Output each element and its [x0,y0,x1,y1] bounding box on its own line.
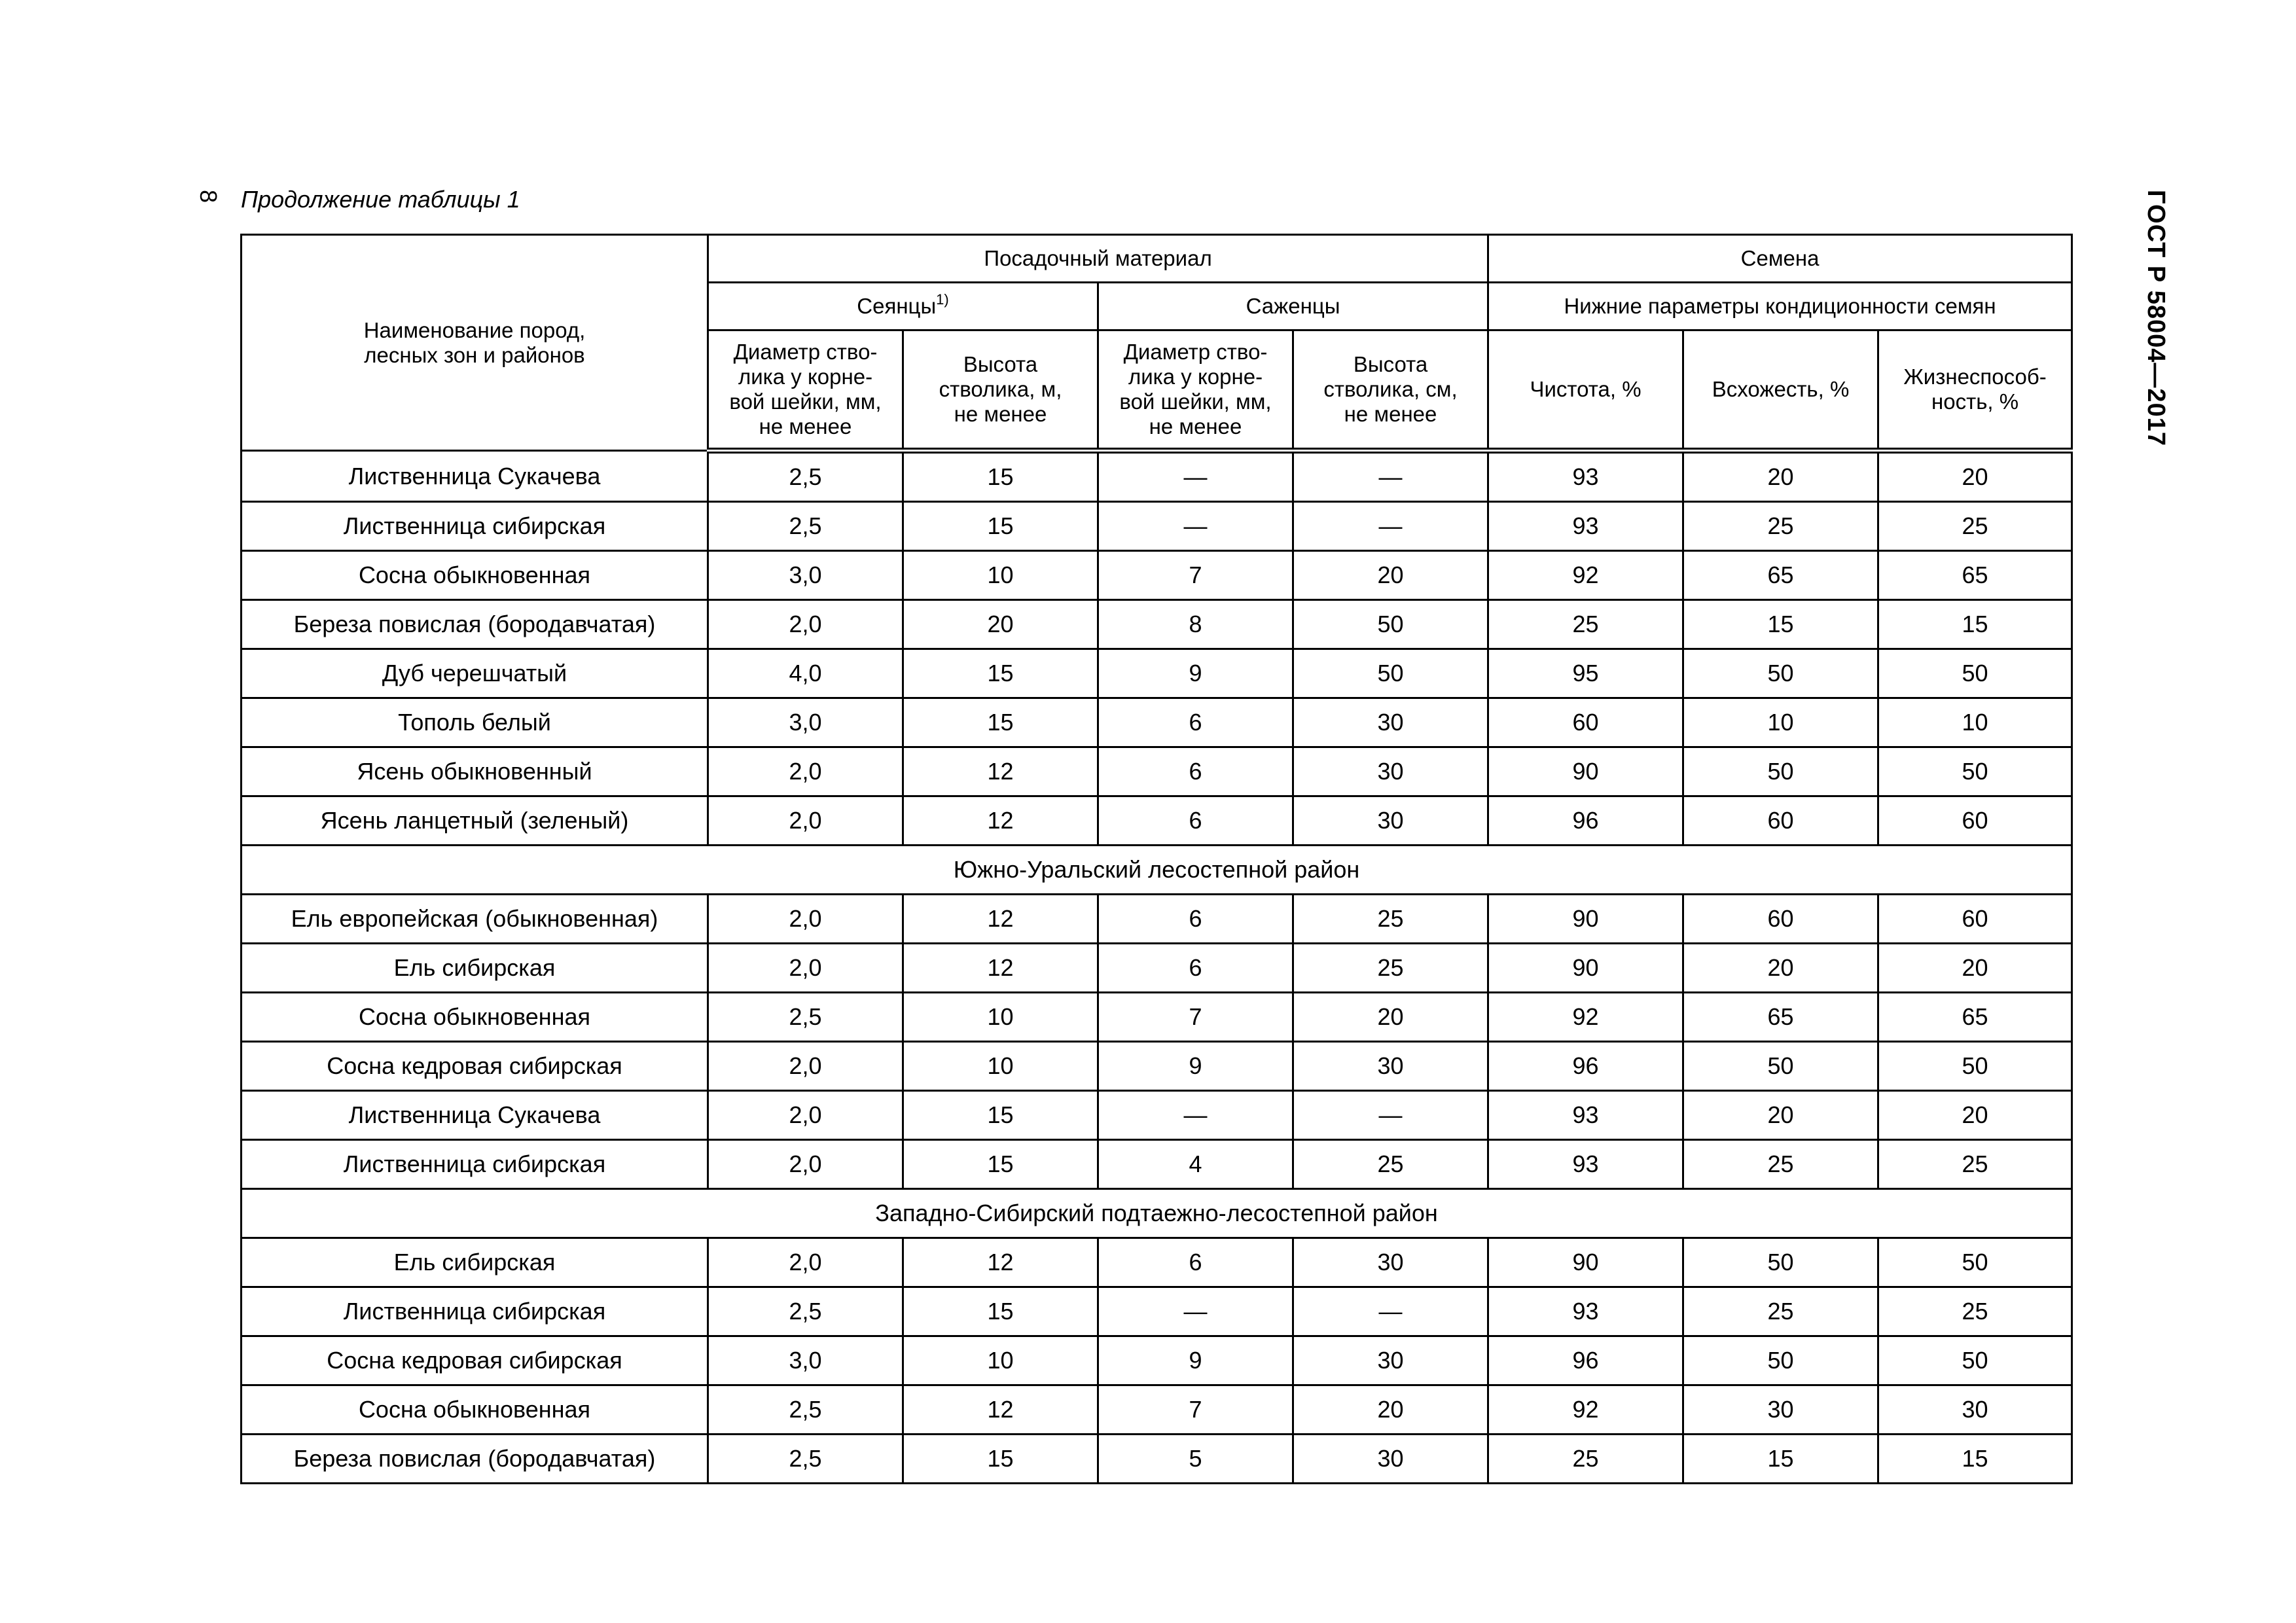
value-cell: 15 [903,649,1098,698]
value-cell: 90 [1488,1238,1683,1287]
region-row [242,1189,2072,1238]
value-cell: 15 [903,698,1098,747]
table-row [242,1140,2072,1189]
value-cell: 2,0 [708,796,903,846]
value-cell: 50 [1683,1042,1878,1091]
value-cell: 50 [1878,1336,2072,1385]
value-cell: 10 [1878,698,2072,747]
species-name: Береза повислая (бородавчатая) [242,1435,708,1484]
table-row [242,796,2072,846]
species-name: Ясень обыкновенный [242,747,708,796]
species-name: Лиственница сибирская [242,1140,708,1189]
value-cell: 15 [1683,1435,1878,1484]
value-cell: 25 [1293,944,1488,993]
value-cell: 30 [1878,1385,2072,1435]
value-cell: 50 [1878,747,2072,796]
value-cell: 65 [1683,993,1878,1042]
value-cell: 25 [1878,1140,2072,1189]
value-cell: 20 [1683,451,1878,502]
header-purity: Чистота, % [1488,330,1683,451]
value-cell: 9 [1098,1042,1293,1091]
value-cell: 20 [1683,944,1878,993]
value-cell: 9 [1098,649,1293,698]
value-cell: 30 [1293,1435,1488,1484]
value-cell: 4,0 [708,649,903,698]
value-cell: 25 [1293,1140,1488,1189]
table-row [242,649,2072,698]
value-cell: 2,5 [708,1385,903,1435]
value-cell: 2,5 [708,502,903,551]
value-cell: 50 [1878,649,2072,698]
value-cell: 10 [903,1042,1098,1091]
value-cell: 93 [1488,451,1683,502]
value-cell: 15 [903,1435,1098,1484]
table-row [242,993,2072,1042]
species-name: Сосна обыкновенная [242,993,708,1042]
value-cell: 20 [1878,944,2072,993]
value-cell: 60 [1878,796,2072,846]
value-cell: 2,0 [708,944,903,993]
value-cell: 12 [903,796,1098,846]
value-cell: 30 [1293,1238,1488,1287]
value-cell: 30 [1293,1042,1488,1091]
value-cell: 15 [1878,600,2072,649]
value-cell: 50 [1683,1238,1878,1287]
value-cell: 15 [1878,1435,2072,1484]
value-cell: 95 [1488,649,1683,698]
species-name: Лиственница сибирская [242,1287,708,1336]
species-name: Сосна обыкновенная [242,1385,708,1435]
header-viability: Жизнеспособ-ность, % [1878,330,2072,451]
value-cell: 4 [1098,1140,1293,1189]
value-cell: 20 [1878,1091,2072,1140]
value-cell: 3,0 [708,551,903,600]
header-planting-material: Посадочный материал [708,235,1488,283]
value-cell: 6 [1098,1238,1293,1287]
value-cell: 93 [1488,502,1683,551]
table-row [242,1238,2072,1287]
value-cell: — [1293,502,1488,551]
table-row [242,747,2072,796]
value-cell: 8 [1098,600,1293,649]
value-cell: 15 [903,1140,1098,1189]
value-cell: 96 [1488,1336,1683,1385]
value-cell: 6 [1098,796,1293,846]
table-row [242,698,2072,747]
table-row [242,895,2072,944]
value-cell: 25 [1683,502,1878,551]
value-cell: 10 [903,993,1098,1042]
header-diam-sapling: Диаметр ство-лика у корне-вой шейки, мм, не менее [1098,330,1293,451]
table-body [242,451,2072,1484]
value-cell: 15 [903,451,1098,502]
species-name: Ясень ланцетный (зеленый) [242,796,708,846]
value-cell: 20 [1683,1091,1878,1140]
value-cell: 30 [1293,1336,1488,1385]
value-cell: 90 [1488,895,1683,944]
table-header [242,235,2072,451]
value-cell: 6 [1098,895,1293,944]
header-seed-params: Нижние параметры кондиционности семян [1488,283,2072,330]
table-row [242,1091,2072,1140]
value-cell: 65 [1683,551,1878,600]
table-row [242,944,2072,993]
value-cell: 2,0 [708,600,903,649]
table-row [242,1042,2072,1091]
header-name: Наименование пород, лесных зон и районов [242,235,708,451]
value-cell: — [1098,451,1293,502]
value-cell: 2,0 [708,1140,903,1189]
table-row [242,1385,2072,1435]
value-cell: 2,0 [708,895,903,944]
value-cell: 15 [903,1091,1098,1140]
value-cell: 3,0 [708,698,903,747]
value-cell: 93 [1488,1140,1683,1189]
species-name: Лиственница Сукачева [242,1091,708,1140]
header-seedlings [708,283,1098,330]
header-seeds: Семена [1488,235,2072,283]
value-cell: 60 [1683,796,1878,846]
value-cell: 2,0 [708,1042,903,1091]
value-cell: 50 [1683,649,1878,698]
value-cell: 15 [903,502,1098,551]
table-row [242,451,2072,502]
header-seedlings-label: Сеянцы [857,294,937,318]
value-cell: 7 [1098,993,1293,1042]
value-cell: 93 [1488,1091,1683,1140]
value-cell: 25 [1878,1287,2072,1336]
value-cell: — [1098,502,1293,551]
value-cell: 12 [903,1238,1098,1287]
table-row [242,1435,2072,1484]
value-cell: 12 [903,747,1098,796]
value-cell: — [1098,1091,1293,1140]
page-number: 8 [195,189,222,204]
document-code: ГОСТ Р 58004—2017 [2142,190,2170,446]
species-name: Лиственница Сукачева [242,451,708,502]
value-cell: — [1098,1287,1293,1336]
species-name: Тополь белый [242,698,708,747]
header-height-seedling: Высота стволика, м, не менее [903,330,1098,451]
value-cell: 25 [1293,895,1488,944]
table-row [242,1336,2072,1385]
species-name: Сосна обыкновенная [242,551,708,600]
value-cell: 25 [1488,600,1683,649]
value-cell: 60 [1683,895,1878,944]
value-cell: 50 [1293,600,1488,649]
value-cell: 15 [1683,600,1878,649]
table-row [242,1287,2072,1336]
value-cell: 50 [1683,747,1878,796]
value-cell: 25 [1488,1435,1683,1484]
value-cell: 20 [1293,551,1488,600]
species-parameters-table [240,234,2073,1484]
value-cell: 6 [1098,747,1293,796]
value-cell: 25 [1683,1140,1878,1189]
value-cell: 10 [903,1336,1098,1385]
value-cell: 12 [903,944,1098,993]
value-cell: 2,5 [708,451,903,502]
value-cell: 3,0 [708,1336,903,1385]
value-cell: 5 [1098,1435,1293,1484]
region-heading: Южно-Уральский лесостепной район [242,846,2072,895]
table-row [242,600,2072,649]
value-cell: 60 [1878,895,2072,944]
value-cell: 7 [1098,551,1293,600]
value-cell: 2,0 [708,747,903,796]
value-cell: 7 [1098,1385,1293,1435]
value-cell: 50 [1878,1042,2072,1091]
value-cell: 10 [903,551,1098,600]
value-cell: 93 [1488,1287,1683,1336]
value-cell: 15 [903,1287,1098,1336]
value-cell: 60 [1488,698,1683,747]
value-cell: 20 [1293,1385,1488,1435]
value-cell: 6 [1098,698,1293,747]
species-name: Сосна кедровая сибирская [242,1042,708,1091]
value-cell: 20 [1293,993,1488,1042]
value-cell: 50 [1878,1238,2072,1287]
species-name: Ель сибирская [242,1238,708,1287]
value-cell: — [1293,1287,1488,1336]
value-cell: 30 [1293,698,1488,747]
species-name: Дуб черешчатый [242,649,708,698]
value-cell: 92 [1488,993,1683,1042]
table-row [242,551,2072,600]
value-cell: 96 [1488,1042,1683,1091]
value-cell: 2,5 [708,1287,903,1336]
value-cell: 90 [1488,747,1683,796]
value-cell: 12 [903,1385,1098,1435]
value-cell: 2,5 [708,993,903,1042]
value-cell: 2,5 [708,1435,903,1484]
value-cell: 25 [1878,502,2072,551]
value-cell: 50 [1293,649,1488,698]
region-row [242,846,2072,895]
value-cell: 20 [903,600,1098,649]
footnote-marker: 1) [936,291,949,308]
value-cell: — [1293,1091,1488,1140]
value-cell: 2,0 [708,1238,903,1287]
value-cell: 65 [1878,993,2072,1042]
value-cell: — [1293,451,1488,502]
value-cell: 20 [1878,451,2072,502]
region-heading: Западно-Сибирский подтаежно-лесостепной район [242,1189,2072,1238]
value-cell: 30 [1293,747,1488,796]
value-cell: 10 [1683,698,1878,747]
table-caption: Продолжение таблицы 1 [241,186,520,213]
value-cell: 12 [903,895,1098,944]
value-cell: 25 [1683,1287,1878,1336]
species-name: Сосна кедровая сибирская [242,1336,708,1385]
value-cell: 92 [1488,551,1683,600]
header-saplings: Саженцы [1098,283,1488,330]
value-cell: 9 [1098,1336,1293,1385]
species-name: Лиственница сибирская [242,502,708,551]
value-cell: 50 [1683,1336,1878,1385]
header-germination: Всхожесть, % [1683,330,1878,451]
value-cell: 92 [1488,1385,1683,1435]
header-height-sapling: Высота стволика, см, не менее [1293,330,1488,451]
value-cell: 6 [1098,944,1293,993]
value-cell: 65 [1878,551,2072,600]
value-cell: 2,0 [708,1091,903,1140]
header-diam-seedling: Диаметр ство-лика у корне-вой шейки, мм, не менее [708,330,903,451]
value-cell: 96 [1488,796,1683,846]
value-cell: 30 [1293,796,1488,846]
table-row [242,502,2072,551]
value-cell: 90 [1488,944,1683,993]
species-name: Береза повислая (бородавчатая) [242,600,708,649]
species-name: Ель европейская (обыкновенная) [242,895,708,944]
value-cell: 30 [1683,1385,1878,1435]
species-name: Ель сибирская [242,944,708,993]
